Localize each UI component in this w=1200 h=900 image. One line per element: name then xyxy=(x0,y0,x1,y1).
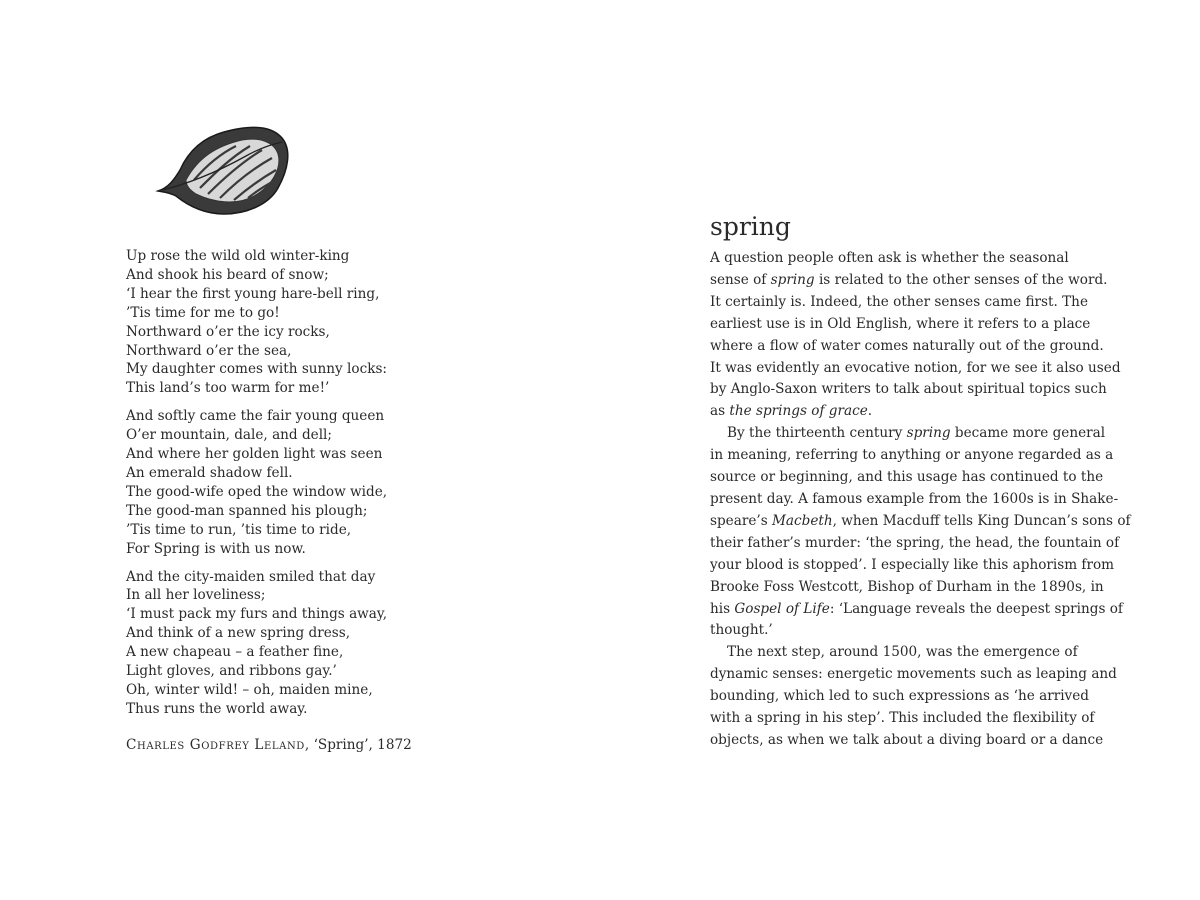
text-run: speare’s xyxy=(710,512,772,529)
text-run: bounding, which led to such expressions as ‘he arrived xyxy=(710,688,1089,705)
text-run: your blood is stopped’. I especially like this aphorism from xyxy=(710,556,1115,573)
leaf-illustration xyxy=(150,118,300,228)
poem-line: In all her loveliness; xyxy=(126,587,266,604)
entry-line xyxy=(710,445,1114,467)
text-run: became more general xyxy=(950,425,1106,442)
text-run: A question people often ask is whether the seasonal xyxy=(710,250,1069,266)
poem-line: Oh, winter wild! – oh, maiden mine, xyxy=(126,681,373,698)
poem-line: The good-man spanned his plough; xyxy=(126,502,368,519)
poem-line: ‘I hear the first young hare-bell ring, xyxy=(126,285,380,302)
entry-line xyxy=(710,577,1104,599)
poem-line: A new chapeau – a feather fine, xyxy=(126,644,344,661)
poem-line: Northward o’er the sea, xyxy=(126,342,292,359)
poem-line: ’Tis time for me to go! xyxy=(126,304,280,321)
text-run: as xyxy=(710,403,730,420)
text-run: with a spring in his step’. This included the flexibility of xyxy=(710,710,1095,727)
entry-line xyxy=(710,292,1095,314)
text-run: where a flow of water comes naturally out of the ground. xyxy=(710,337,1104,354)
poem-stanza xyxy=(126,407,566,558)
entry-line xyxy=(710,511,1131,533)
entry-line xyxy=(710,467,1104,489)
entry-body xyxy=(710,248,1131,752)
entry-line xyxy=(710,555,1115,577)
attribution-title: , ‘Spring’, 1872 xyxy=(304,737,412,753)
poem-line: This land’s too warm for me!’ xyxy=(126,380,330,397)
text-run: present day. A famous example from the 1600s is in Shake- xyxy=(710,490,1119,507)
text-run: . xyxy=(867,403,873,420)
text-run: by Anglo-Saxon writers to talk about spiritual topics such xyxy=(710,381,1107,398)
entry-line xyxy=(710,423,1106,445)
entry-line xyxy=(710,489,1119,511)
text-run: It certainly is. Indeed, the other senses came first. The xyxy=(710,293,1088,310)
text-run: The next step, around 1500, was the emergence of xyxy=(727,644,1078,661)
poem-line: Northward o’er the icy rocks, xyxy=(126,323,330,340)
poem-attribution xyxy=(126,737,412,753)
text-run: in meaning, referring to anything or anyone regarded as a xyxy=(710,447,1114,464)
entry-heading: spring xyxy=(710,212,791,241)
text-run: By the thirteenth century xyxy=(727,425,907,442)
text-run: their father’s murder: ‘the spring, the head, the fountain of xyxy=(710,534,1120,551)
poem-line: ‘I must pack my furs and things away, xyxy=(126,606,388,623)
entry-line xyxy=(710,664,1117,686)
text-run: thought.’ xyxy=(710,622,773,639)
poem-stanza xyxy=(126,568,566,719)
italic-term: Gospel of Life xyxy=(734,600,830,617)
text-run: is related to the other senses of the word. xyxy=(814,271,1108,288)
text-run: objects, as when we talk about a diving board or a dance xyxy=(710,731,1104,748)
text-run: source or beginning, and this usage has continued to the xyxy=(710,469,1104,486)
poem-line: Up rose the wild old winter-king xyxy=(126,248,350,264)
entry-paragraph xyxy=(710,248,1121,423)
italic-term: spring xyxy=(770,271,815,288)
text-run: dynamic senses: energetic movements such as leaping and xyxy=(710,666,1117,683)
poem-line: And shook his beard of snow; xyxy=(126,266,329,283)
entry-line xyxy=(710,620,1095,642)
poem-line: The good-wife oped the window wide, xyxy=(126,483,388,500)
entry-line xyxy=(710,336,1104,358)
poem-line: Light gloves, and ribbons gay.’ xyxy=(126,663,337,680)
text-run: sense of xyxy=(710,271,771,288)
poem-line: And softly came the fair young queen xyxy=(126,408,385,425)
poem-line: O’er mountain, dale, and dell; xyxy=(126,427,332,444)
text-run: earliest use is in Old English, where it refers to a place xyxy=(710,315,1091,332)
poem-line: And the city-maiden smiled that day xyxy=(126,568,376,585)
entry-line xyxy=(710,730,1104,752)
entry-line xyxy=(710,686,1095,708)
text-run: , when Macduff tells King Duncan’s sons of xyxy=(832,512,1131,529)
entry-line xyxy=(710,358,1121,380)
poem-line: My daughter comes with sunny locks: xyxy=(126,361,387,378)
italic-term: Macbeth xyxy=(772,512,833,529)
entry-line xyxy=(710,379,1107,401)
poem xyxy=(126,247,566,728)
poem-stanza xyxy=(126,247,566,398)
poem-line: And think of a new spring dress, xyxy=(126,625,351,642)
entry-paragraph xyxy=(710,423,1131,642)
italic-term: spring xyxy=(906,425,951,442)
poem-line: For Spring is with us now. xyxy=(126,540,306,557)
entry-line xyxy=(710,314,1095,336)
entry-line xyxy=(710,708,1095,730)
text-run: his xyxy=(710,600,735,617)
italic-term: the springs of grace xyxy=(729,403,868,420)
entry-line xyxy=(710,642,1095,664)
text-run: It was evidently an evocative notion, for we see it also used xyxy=(710,359,1121,376)
poem-line: ’Tis time to run, ’tis time to ride, xyxy=(126,521,352,538)
entry-line xyxy=(710,401,1095,423)
entry-line xyxy=(710,599,1123,621)
poem-line: Thus runs the world away. xyxy=(126,700,308,717)
entry-line xyxy=(710,248,1095,270)
text-run: Brooke Foss Westcott, Bishop of Durham in the 1890s, in xyxy=(710,578,1104,595)
attribution-author: Charles Godfrey Leland xyxy=(126,737,305,753)
poem-line: And where her golden light was seen xyxy=(126,446,383,463)
poem-line: An emerald shadow fell. xyxy=(126,464,293,481)
entry-line xyxy=(710,270,1108,292)
text-run: : ‘Language reveals the deepest springs of xyxy=(829,600,1123,617)
entry-line xyxy=(710,533,1120,555)
entry-paragraph xyxy=(710,642,1117,752)
